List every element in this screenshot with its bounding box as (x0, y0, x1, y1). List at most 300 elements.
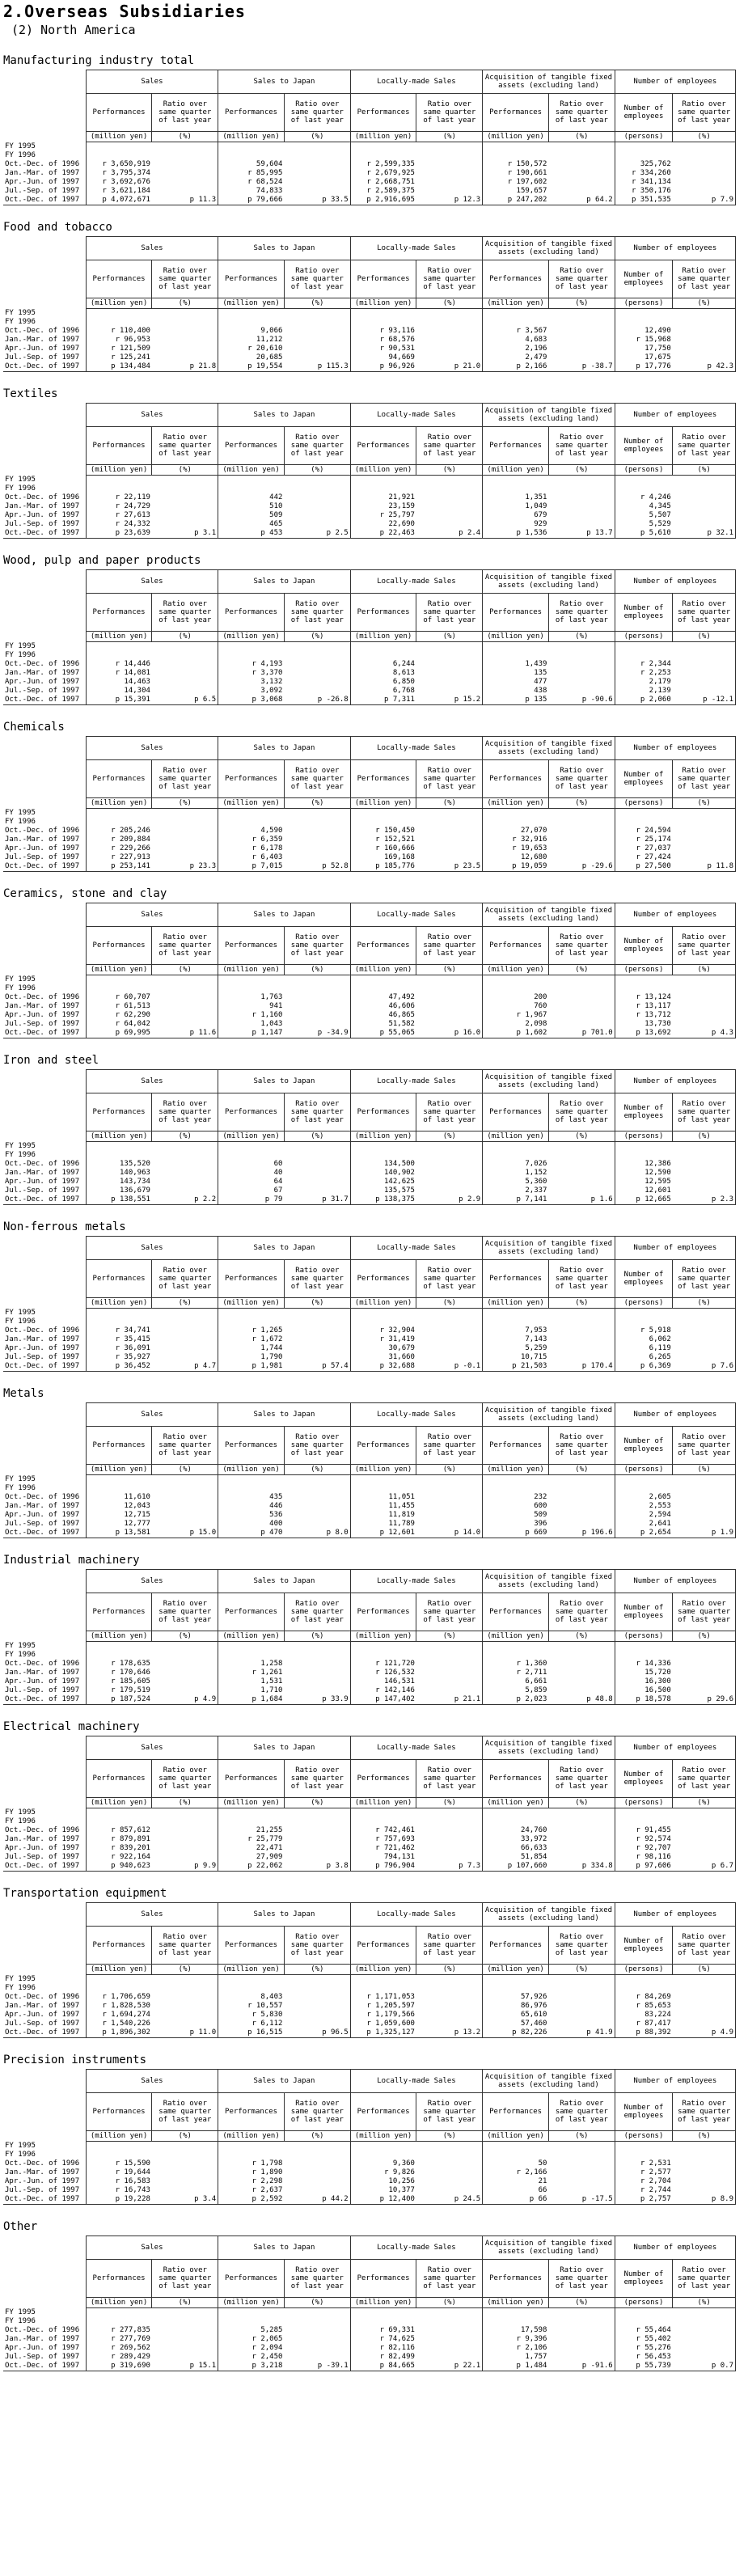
unit-label: (%) (673, 798, 736, 809)
value-cell: 1,790 (218, 1353, 285, 1362)
value-cell: 65,610 (483, 2011, 549, 2020)
table-row (3, 1151, 736, 1160)
value-cell: 7,026 (483, 1160, 549, 1169)
column-group-header: Sales to Japan (218, 1403, 351, 1427)
ratio-cell (673, 1318, 736, 1326)
value-cell (86, 1151, 152, 1160)
ratio-cell (284, 2353, 350, 2362)
ratio-cell (284, 1020, 350, 1029)
ratio-cell (416, 818, 483, 827)
ratio-cell: p 13.2 (416, 2028, 483, 2038)
column-group-header: Sales to Japan (218, 1070, 351, 1093)
value-cell: 5,507 (615, 511, 673, 520)
unit-label: (%) (152, 1465, 218, 1475)
value-cell: r 2,704 (615, 2177, 673, 2186)
column-group-header: Sales (86, 2236, 218, 2260)
performance-header: Performances (483, 1260, 549, 1298)
value-cell: r 15,968 (615, 336, 673, 345)
table-row (3, 844, 736, 853)
row-label: Oct.-Dec. of 1997 (3, 1862, 86, 1872)
value-cell: 536 (218, 1511, 285, 1520)
ratio-cell (548, 975, 615, 985)
value-cell: r 2,589,375 (350, 187, 416, 196)
value-cell: 140,963 (86, 1169, 152, 1178)
performance-header: Performances (218, 1760, 285, 1798)
unit-label: (persons) (615, 1298, 673, 1309)
section-title: Ceramics, stone and clay (3, 887, 167, 900)
ratio-cell (152, 660, 218, 669)
value-cell: 40 (218, 1169, 285, 1178)
value-cell (483, 1318, 549, 1326)
unit-label: (%) (152, 298, 218, 309)
unit-label: (persons) (615, 1131, 673, 1142)
table-row (3, 1993, 736, 2002)
ratio-cell (416, 2177, 483, 2186)
ratio-cell (152, 1160, 218, 1169)
ratio-cell (548, 1169, 615, 1178)
row-label: FY 1996 (5, 151, 36, 159)
ratio-cell (416, 660, 483, 669)
value-cell: 9,066 (218, 327, 285, 336)
ratio-cell (284, 1975, 350, 1985)
ratio-cell: p 6.5 (152, 696, 218, 705)
ratio-cell: p 41.9 (548, 2028, 615, 2038)
value-cell: 11,051 (350, 1493, 416, 1502)
value-cell: r 125,241 (86, 353, 152, 362)
value-cell: r 24,594 (615, 827, 673, 835)
value-cell (350, 2308, 416, 2318)
unit-label: (million yen) (350, 2298, 416, 2308)
value-cell: p 12,601 (350, 1529, 416, 1538)
table-row (3, 1344, 736, 1353)
ratio-cell (673, 2142, 736, 2151)
value-cell: 135,520 (86, 1160, 152, 1169)
unit-label: (%) (284, 132, 350, 142)
ratio-cell (548, 493, 615, 502)
ratio-cell (673, 2335, 736, 2344)
unit-label: (%) (416, 132, 483, 142)
value-cell (615, 651, 673, 660)
value-cell: p 69,995 (86, 1029, 152, 1038)
value-cell: 16,500 (615, 1686, 673, 1695)
ratio-cell (152, 2326, 218, 2335)
data-table (3, 569, 736, 705)
value-cell: r 334,260 (615, 169, 673, 178)
unit-label: (%) (673, 132, 736, 142)
ratio-cell (284, 1826, 350, 1835)
row-label: Jan.-Mar. of 1997 (5, 1835, 80, 1843)
value-cell: 1,043 (218, 1020, 285, 1029)
ratio-cell (673, 1651, 736, 1660)
value-cell: 11,212 (218, 336, 285, 345)
ratio-header: Ratio over same quarter of last year (416, 1760, 483, 1798)
ratio-header: Ratio over same quarter of last year (548, 760, 615, 798)
column-group-header: Locally-made Sales (350, 1403, 483, 1427)
ratio-cell (284, 1660, 350, 1669)
value-cell: r 60,707 (86, 993, 152, 1002)
performance-header: Number of employees (615, 1093, 673, 1131)
unit-label: (million yen) (86, 132, 152, 142)
value-cell: r 178,635 (86, 1660, 152, 1669)
section-title: Manufacturing industry total (3, 54, 195, 67)
ratio-cell (416, 993, 483, 1002)
unit-label: (million yen) (350, 1965, 416, 1975)
ratio-cell (284, 493, 350, 502)
ratio-cell (673, 160, 736, 169)
unit-label: (%) (152, 132, 218, 142)
ratio-header: Ratio over same quarter of last year (416, 760, 483, 798)
value-cell (615, 2151, 673, 2159)
ratio-cell (673, 2011, 736, 2020)
table-row (3, 2020, 736, 2028)
value-cell: r 82,116 (350, 2344, 416, 2353)
ratio-cell (152, 178, 218, 187)
ratio-cell (416, 169, 483, 178)
ratio-cell (152, 502, 218, 511)
value-cell: 15,720 (615, 1669, 673, 1677)
performance-header: Performances (218, 1260, 285, 1298)
performance-header: Performances (483, 1593, 549, 1631)
ratio-cell (548, 1309, 615, 1318)
section (3, 218, 745, 372)
data-table (3, 1069, 736, 1205)
value-cell (615, 476, 673, 485)
unit-label: (million yen) (86, 1965, 152, 1975)
ratio-cell: p 21.1 (416, 1695, 483, 1705)
row-label: FY 1996 (5, 651, 36, 659)
value-cell (483, 2142, 549, 2151)
ratio-cell (548, 1511, 615, 1520)
ratio-cell (548, 651, 615, 660)
ratio-cell: p -0.1 (416, 1362, 483, 1372)
column-group-header: Acquisition of tangible fixed assets (excluding land) (483, 1903, 615, 1927)
value-cell (218, 2142, 285, 2151)
unit-label: (million yen) (86, 1131, 152, 1142)
ratio-cell (152, 1178, 218, 1186)
value-cell (483, 1808, 549, 1818)
ratio-header: Ratio over same quarter of last year (416, 1093, 483, 1131)
table-row (3, 1484, 736, 1493)
value-cell: p 187,524 (86, 1695, 152, 1705)
ratio-cell (673, 975, 736, 985)
ratio-cell (284, 669, 350, 678)
performance-header: Performances (483, 1093, 549, 1131)
ratio-cell (673, 1020, 736, 1029)
unit-label: (%) (284, 1298, 350, 1309)
ratio-cell (284, 187, 350, 196)
value-cell: 10,377 (350, 2186, 416, 2195)
table-row (3, 1178, 736, 1186)
column-group-header: Number of employees (615, 903, 735, 927)
ratio-cell (284, 2020, 350, 2028)
ratio-cell (152, 1151, 218, 1160)
value-cell: 4,590 (218, 827, 285, 835)
value-cell (615, 1142, 673, 1152)
value-cell: p 23,639 (86, 529, 152, 539)
table-row (3, 502, 736, 511)
ratio-cell (673, 187, 736, 196)
ratio-cell (152, 835, 218, 844)
ratio-cell (548, 809, 615, 818)
column-group-header: Locally-made Sales (350, 2070, 483, 2093)
unit-label: (%) (548, 965, 615, 975)
table-row (3, 484, 736, 493)
ratio-cell (673, 1817, 736, 1826)
ratio-cell (673, 853, 736, 862)
value-cell (86, 1475, 152, 1485)
column-group-header: Locally-made Sales (350, 1070, 483, 1093)
value-cell: 47,492 (350, 993, 416, 1002)
ratio-cell (673, 476, 736, 485)
value-cell: r 160,666 (350, 844, 416, 853)
unit-label: (million yen) (218, 2298, 285, 2308)
ratio-cell (152, 1353, 218, 1362)
table-row (3, 1318, 736, 1326)
ratio-cell (416, 1677, 483, 1686)
table-row (3, 2011, 736, 2020)
ratio-cell: p 15.1 (152, 2362, 218, 2371)
value-cell (350, 1142, 416, 1152)
unit-label: (%) (416, 965, 483, 975)
value-cell (218, 1817, 285, 1826)
table-row (3, 160, 736, 169)
table-row (3, 1475, 736, 1485)
table-row (3, 2186, 736, 2195)
ratio-cell (152, 1318, 218, 1326)
ratio-cell: p 7.3 (416, 1862, 483, 1872)
ratio-cell: p -17.5 (548, 2195, 615, 2205)
ratio-cell (152, 1309, 218, 1318)
ratio-cell (416, 1853, 483, 1862)
table-row (3, 642, 736, 652)
table-row (3, 669, 736, 678)
value-cell: 1,763 (218, 993, 285, 1002)
ratio-cell (548, 169, 615, 178)
column-group-header: Acquisition of tangible fixed assets (excluding land) (483, 1403, 615, 1427)
value-cell: r 121,509 (86, 345, 152, 353)
ratio-cell (548, 336, 615, 345)
ratio-cell (673, 2151, 736, 2159)
ratio-header: Ratio over same quarter of last year (416, 1260, 483, 1298)
row-label: Jan.-Mar. of 1997 (5, 1502, 80, 1510)
ratio-cell (673, 993, 736, 1002)
value-cell: 11,819 (350, 1511, 416, 1520)
table-row (3, 1529, 736, 1538)
ratio-cell (284, 651, 350, 660)
table-row (3, 529, 736, 539)
table-row (3, 476, 736, 485)
table-row (3, 1493, 736, 1502)
section-title: Transportation equipment (3, 1887, 167, 1900)
value-cell: r 31,419 (350, 1335, 416, 1344)
column-group-header: Sales (86, 1237, 218, 1260)
ratio-header: Ratio over same quarter of last year (548, 927, 615, 965)
data-table (3, 1402, 736, 1538)
unit-label: (million yen) (86, 1798, 152, 1808)
value-cell: 4,683 (483, 336, 549, 345)
unit-label: (%) (152, 2298, 218, 2308)
ratio-cell (416, 2335, 483, 2344)
ratio-cell (284, 827, 350, 835)
row-label: FY 1996 (5, 1318, 36, 1326)
ratio-cell (152, 2151, 218, 2159)
unit-label: (million yen) (218, 1131, 285, 1142)
unit-label: (million yen) (350, 1798, 416, 1808)
value-cell: 400 (218, 1520, 285, 1529)
ratio-cell (548, 1835, 615, 1844)
row-label: FY 1995 (5, 308, 36, 317)
unit-label: (million yen) (350, 132, 416, 142)
performance-header: Performances (483, 94, 549, 132)
ratio-cell (416, 2326, 483, 2335)
ratio-cell (284, 809, 350, 818)
value-cell: 11,455 (350, 1502, 416, 1511)
value-cell: p 55,065 (350, 1029, 416, 1038)
table-row (3, 2142, 736, 2151)
ratio-cell (416, 2308, 483, 2318)
value-cell (483, 142, 549, 152)
value-cell (350, 1475, 416, 1485)
ratio-cell (548, 835, 615, 844)
ratio-cell: p 9.9 (152, 1862, 218, 1872)
ratio-cell (673, 2344, 736, 2353)
ratio-cell: p 11.0 (152, 2028, 218, 2038)
ratio-cell (548, 2002, 615, 2011)
unit-label: (million yen) (86, 1298, 152, 1309)
ratio-cell (284, 1677, 350, 1686)
performance-header: Performances (350, 1260, 416, 1298)
unit-label: (million yen) (218, 2131, 285, 2142)
ratio-cell (152, 1984, 218, 1993)
value-cell: r 1,261 (218, 1669, 285, 1677)
value-cell (483, 151, 549, 160)
ratio-cell: p 7.6 (673, 1362, 736, 1372)
value-cell: 1,531 (218, 1677, 285, 1686)
value-cell: 12,590 (615, 1169, 673, 1178)
ratio-header: Ratio over same quarter of last year (416, 1593, 483, 1631)
ratio-header: Ratio over same quarter of last year (548, 94, 615, 132)
unit-label: (million yen) (483, 132, 549, 142)
value-cell (350, 1651, 416, 1660)
value-cell: r 14,336 (615, 1660, 673, 1669)
ratio-cell (284, 993, 350, 1002)
value-cell: 64 (218, 1178, 285, 1186)
value-cell (218, 1475, 285, 1485)
ratio-cell (152, 1335, 218, 1344)
value-cell: r 126,532 (350, 1669, 416, 1677)
column-group-header: Sales to Japan (218, 1237, 351, 1260)
ratio-cell: p 14.0 (416, 1529, 483, 1538)
value-cell (350, 1808, 416, 1818)
value-cell: 12,386 (615, 1160, 673, 1169)
table-row (3, 1362, 736, 1372)
value-cell: r 2,450 (218, 2353, 285, 2362)
table-row (3, 151, 736, 160)
row-label: FY 1996 (5, 984, 36, 992)
value-cell (350, 1975, 416, 1985)
value-cell: r 19,653 (483, 844, 549, 853)
ratio-cell (673, 345, 736, 353)
ratio-header: Ratio over same quarter of last year (548, 260, 615, 298)
value-cell (218, 975, 285, 985)
ratio-cell (416, 2151, 483, 2159)
value-cell: p 19,554 (218, 362, 285, 372)
row-label: Jul.-Sep. of 1997 (5, 2353, 80, 2361)
section (3, 2218, 745, 2371)
ratio-cell (284, 642, 350, 652)
row-label: Apr.-Jun. of 1997 (5, 678, 80, 686)
value-cell: r 205,246 (86, 827, 152, 835)
value-cell: p 138,551 (86, 1195, 152, 1205)
value-cell: 941 (218, 1002, 285, 1011)
table-row (3, 862, 736, 872)
value-cell: 46,606 (350, 1002, 416, 1011)
value-cell: p 66 (483, 2195, 549, 2205)
value-cell: 510 (218, 502, 285, 511)
value-cell: p 19,059 (483, 862, 549, 872)
table-row (3, 345, 736, 353)
unit-label: (persons) (615, 298, 673, 309)
value-cell: 21 (483, 2177, 549, 2186)
ratio-cell (152, 2002, 218, 2011)
value-cell (86, 651, 152, 660)
unit-label: (%) (284, 298, 350, 309)
value-cell: 446 (218, 1502, 285, 1511)
value-cell: r 2,599,335 (350, 160, 416, 169)
section (3, 1884, 745, 2038)
value-cell: 66,633 (483, 1844, 549, 1853)
unit-label: (persons) (615, 1798, 673, 1808)
ratio-cell (548, 2159, 615, 2168)
unit-label: (persons) (615, 2298, 673, 2308)
performance-header: Performances (483, 1760, 549, 1798)
ratio-cell (416, 1309, 483, 1318)
ratio-cell (548, 1826, 615, 1835)
value-cell: p 1,981 (218, 1362, 285, 1372)
table-row (3, 1642, 736, 1652)
value-cell: r 56,453 (615, 2353, 673, 2362)
ratio-cell (673, 327, 736, 336)
value-cell (218, 1309, 285, 1318)
row-label: Apr.-Jun. of 1997 (5, 844, 80, 852)
ratio-header: Ratio over same quarter of last year (673, 1760, 736, 1798)
ratio-cell (152, 651, 218, 660)
ratio-cell (152, 1475, 218, 1485)
row-label: FY 1995 (5, 2141, 36, 2150)
section (3, 1218, 745, 1372)
performance-header: Number of employees (615, 1927, 673, 1965)
value-cell: 14,463 (86, 678, 152, 687)
ratio-cell (284, 142, 350, 152)
value-cell: p 7,015 (218, 862, 285, 872)
ratio-cell (416, 1993, 483, 2002)
ratio-cell (284, 844, 350, 853)
ratio-cell: p 4.3 (673, 1029, 736, 1038)
column-group-header: Locally-made Sales (350, 570, 483, 594)
ratio-cell (152, 687, 218, 696)
column-group-header: Acquisition of tangible fixed assets (excluding land) (483, 2236, 615, 2260)
ratio-cell: p 22.1 (416, 2362, 483, 2371)
value-cell (483, 309, 549, 319)
ratio-header: Ratio over same quarter of last year (284, 1427, 350, 1465)
ratio-cell (673, 1993, 736, 2002)
unit-label: (%) (284, 1631, 350, 1642)
value-cell: r 90,531 (350, 345, 416, 353)
ratio-cell (673, 809, 736, 818)
column-group-header: Locally-made Sales (350, 1903, 483, 1927)
value-cell (483, 1484, 549, 1493)
column-group-header: Sales (86, 237, 218, 260)
